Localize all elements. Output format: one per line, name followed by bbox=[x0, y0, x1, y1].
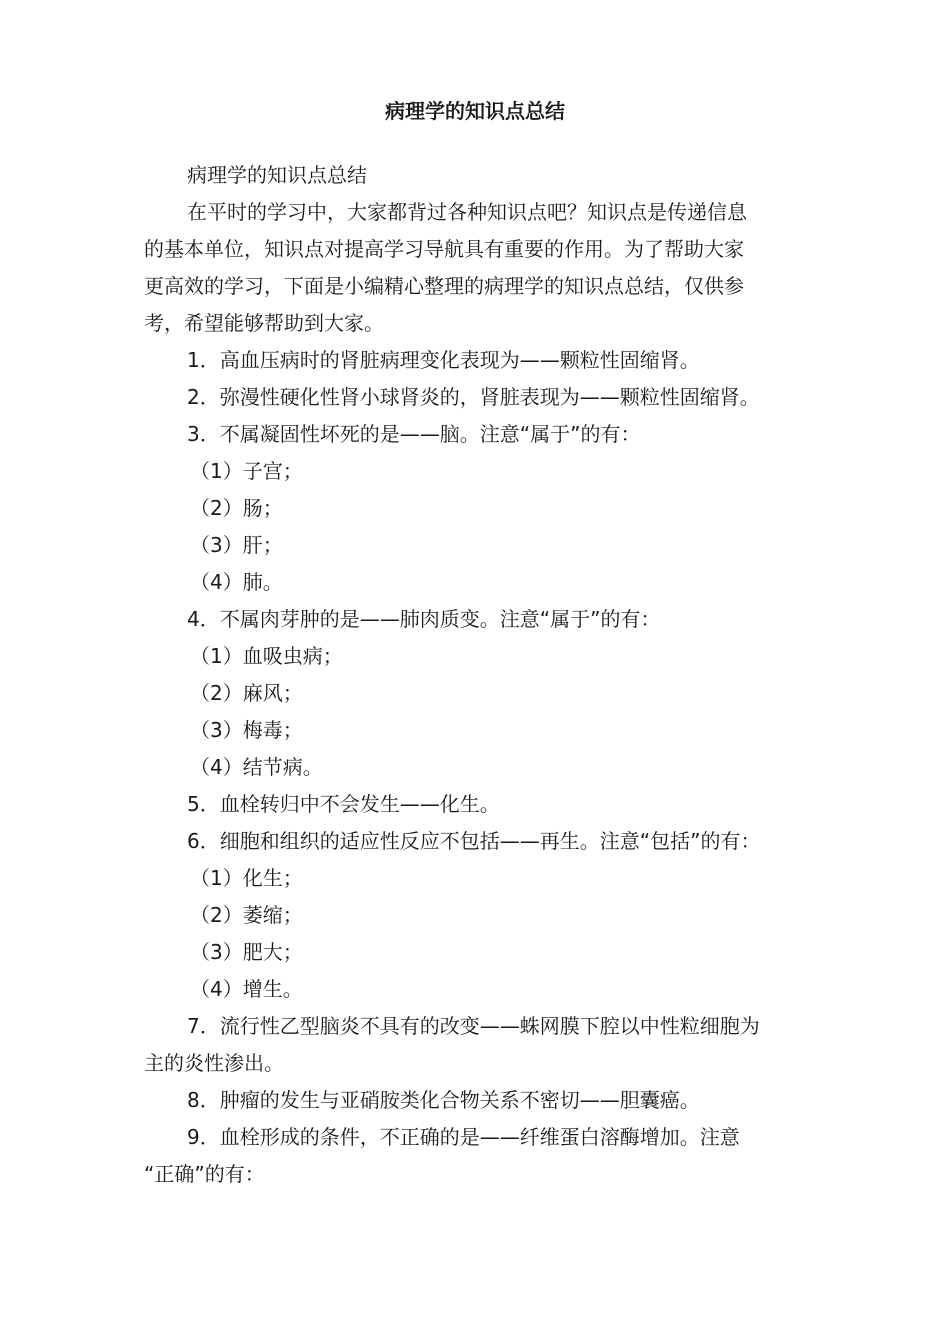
point-line: 8．肿瘤的发生与亚硝胺类化合物关系不密切——胆囊癌。 bbox=[187, 1088, 700, 1112]
point-line: 5．血栓转归中不会发生——化生。 bbox=[187, 792, 500, 816]
intro-line: 更高效的学习，下面是小编精心整理的病理学的知识点总结，仅供参 bbox=[144, 274, 744, 298]
sub-item-line: （1）子宫； bbox=[190, 459, 303, 483]
sub-item-line: （3）肝； bbox=[190, 533, 283, 557]
sub-item-line: （3）梅毒； bbox=[190, 718, 303, 742]
sub-item-line: （4）增生。 bbox=[190, 977, 303, 1001]
sub-item-line: （4）结节病。 bbox=[190, 755, 323, 779]
point-line: 9．血栓形成的条件，不正确的是——纤维蛋白溶酶增加。注意 bbox=[187, 1125, 740, 1149]
sub-item-line: （1）化生； bbox=[190, 866, 303, 890]
intro-line: 在平时的学习中，大家都背过各种知识点吧？知识点是传递信息 bbox=[187, 200, 747, 224]
sub-item-line: （1）血吸虫病； bbox=[190, 644, 343, 668]
subtitle-line: 病理学的知识点总结 bbox=[187, 163, 367, 187]
point-line: 3．不属凝固性坏死的是——脑。注意“属于”的有： bbox=[187, 422, 641, 446]
intro-line: 考，希望能够帮助到大家。 bbox=[144, 311, 384, 335]
document-body bbox=[144, 157, 824, 1193]
point-line: 6．细胞和组织的适应性反应不包括——再生。注意“包括”的有： bbox=[187, 829, 761, 853]
point-line: 1．高血压病时的肾脏病理变化表现为——颗粒性固缩肾。 bbox=[187, 348, 700, 372]
document-title: 病理学的知识点总结 bbox=[385, 99, 565, 123]
intro-line: 的基本单位，知识点对提高学习导航具有重要的作用。为了帮助大家 bbox=[144, 237, 744, 261]
sub-item-line: （2）肠； bbox=[190, 496, 283, 520]
sub-item-line: （2）麻风； bbox=[190, 681, 303, 705]
sub-item-line: （2）萎缩； bbox=[190, 903, 303, 927]
point-line: 4．不属肉芽肿的是——肺肉质变。注意“属于”的有： bbox=[187, 607, 661, 631]
point-line: 主的炎性渗出。 bbox=[144, 1051, 284, 1075]
point-line: “正确”的有： bbox=[144, 1162, 265, 1186]
sub-item-line: （3）肥大； bbox=[190, 940, 303, 964]
point-line: 2．弥漫性硬化性肾小球肾炎的，肾脏表现为——颗粒性固缩肾。 bbox=[187, 385, 760, 409]
sub-item-line: （4）肺。 bbox=[190, 570, 283, 594]
point-line: 7．流行性乙型脑炎不具有的改变——蛛网膜下腔以中性粒细胞为 bbox=[187, 1014, 760, 1038]
